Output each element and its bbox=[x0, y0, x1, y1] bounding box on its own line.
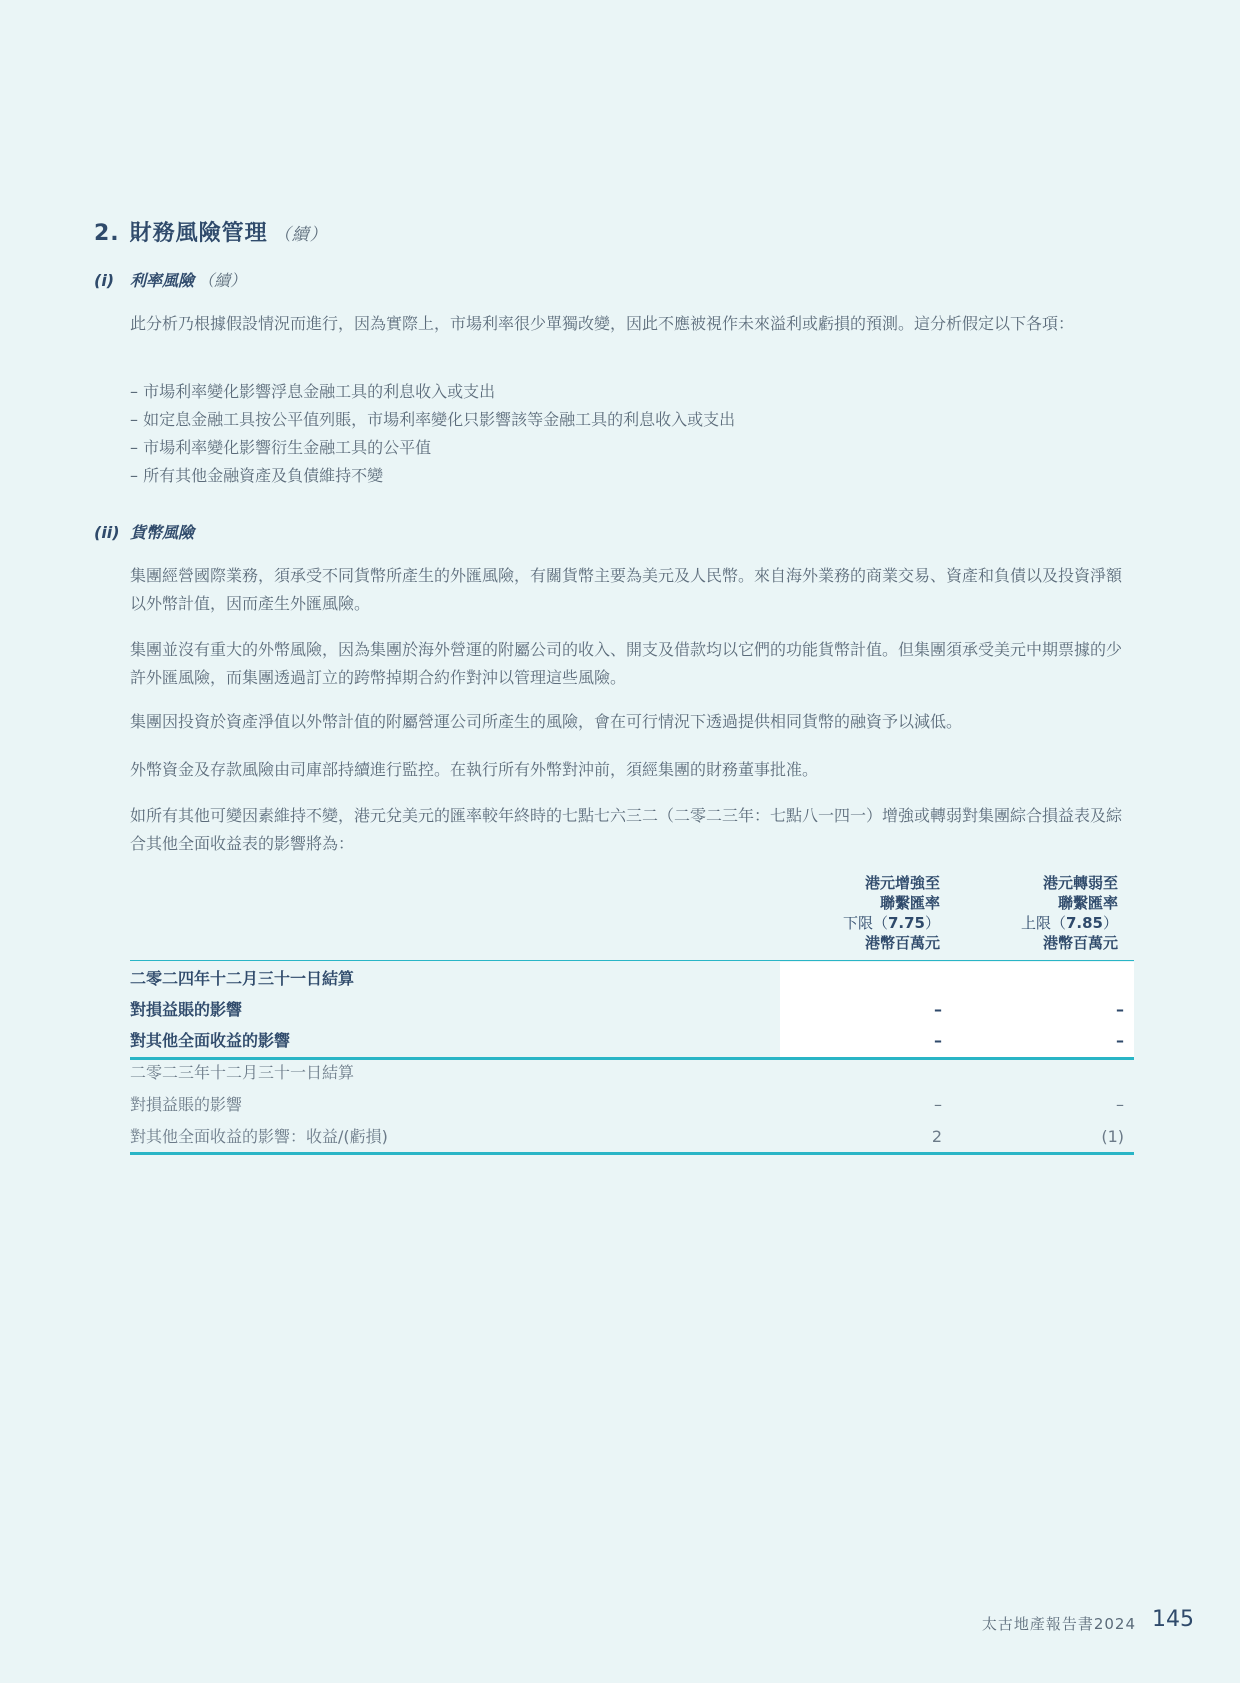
header-divider bbox=[130, 960, 1134, 961]
row-label: 對其他全面收益的影響 bbox=[130, 1031, 291, 1050]
section-continued: （續） bbox=[273, 225, 328, 245]
subheading-title: 貨幣風險 bbox=[130, 523, 195, 542]
section-number: 2. bbox=[94, 221, 120, 246]
currency-paragraph-4: 外幣資金及存款風險由司庫部持續進行監控。在執行所有外幣對沖前，須經集團的財務董事批准。 bbox=[130, 760, 819, 779]
list-item: – 所有其他金融資產及負債維持不變 bbox=[130, 462, 735, 490]
currency-paragraph-5: 如所有其他可變因素維持不變，港元兌美元的匯率較年終時的七點七六三二（二零二三年：七點八一四一）增強或轉弱對集團綜合損益表及綜合其他全面收益表的影響將為： bbox=[130, 806, 1123, 853]
row-label: 二零二三年十二月三十一日結算 bbox=[130, 1063, 355, 1082]
column-header-strengthen bbox=[780, 873, 940, 953]
list-item: – 市場利率變化影響衍生金融工具的公平值 bbox=[130, 434, 735, 462]
table-row bbox=[130, 1090, 1134, 1120]
header-text: 下限（ bbox=[842, 914, 888, 932]
header-text: ） bbox=[924, 914, 940, 932]
subheading-marker: (i) bbox=[94, 271, 115, 290]
cell-value: – bbox=[1116, 1095, 1124, 1114]
report-name: 太古地產報告書2024 bbox=[981, 1615, 1136, 1633]
row-label: 二零二四年十二月三十一日結算 bbox=[130, 969, 355, 988]
cell-value: – bbox=[1116, 1000, 1124, 1019]
header-line: 港元增強至 bbox=[864, 874, 940, 892]
header-text: 上限（ bbox=[1020, 914, 1066, 932]
cell-value: – bbox=[1116, 1031, 1124, 1050]
currency-paragraph-3: 集團因投資於資產淨值以外幣計值的附屬營運公司所產生的風險，會在可行情況下透過提供相同貨幣的融資予以減低。 bbox=[130, 712, 963, 731]
page-number: 145 bbox=[1152, 1607, 1194, 1632]
assumption-list bbox=[130, 378, 735, 490]
cell-value: (1) bbox=[1101, 1127, 1124, 1146]
row-label: 對損益賬的影響 bbox=[130, 1095, 243, 1114]
section-title: 財務風險管理 bbox=[129, 221, 268, 246]
table-row bbox=[130, 1058, 1134, 1088]
table-row bbox=[130, 995, 1134, 1025]
header-rate: 7.75 bbox=[887, 914, 925, 932]
subheading-marker: (ii) bbox=[94, 523, 120, 542]
header-text: ） bbox=[1102, 914, 1118, 932]
subheading-continued: （續） bbox=[198, 271, 247, 290]
cell-value: 2 bbox=[931, 1127, 942, 1146]
cell-value: – bbox=[934, 1031, 942, 1050]
table-bottom-rule bbox=[130, 1152, 1134, 1155]
row-label: 對損益賬的影響 bbox=[130, 1000, 243, 1019]
header-line: 聯繫匯率 bbox=[1057, 894, 1118, 912]
table-row bbox=[130, 964, 1134, 994]
column-header-weaken bbox=[958, 873, 1118, 953]
table-row bbox=[130, 1026, 1134, 1056]
list-item: – 市場利率變化影響浮息金融工具的利息收入或支出 bbox=[130, 378, 735, 406]
currency-paragraph-1: 集團經營國際業務，須承受不同貨幣所產生的外匯風險，有關貨幣主要為美元及人民幣。來自海外業務的商業交易、資產和負債以及投資淨額以外幣計值，因而產生外匯風險。 bbox=[130, 566, 1123, 613]
interest-paragraph: 此分析乃根據假設情況而進行，因為實際上，市場利率很少單獨改變，因此不應被視作未來溢利或虧損的預測。這分析假定以下各項： bbox=[130, 314, 1075, 333]
table-row bbox=[130, 1122, 1134, 1152]
subheading-interest-risk bbox=[94, 268, 246, 291]
header-rate: 7.85 bbox=[1065, 914, 1103, 932]
list-item: – 如定息金融工具按公平值列賬，市場利率變化只影響該等金融工具的利息收入或支出 bbox=[130, 406, 735, 434]
cell-value: – bbox=[934, 1095, 942, 1114]
header-line: 港元轉弱至 bbox=[1042, 874, 1118, 892]
row-label: 對其他全面收益的影響：收益/(虧損) bbox=[130, 1127, 388, 1146]
currency-paragraph-2: 集團並沒有重大的外幣風險，因為集團於海外營運的附屬公司的收入、開支及借款均以它們的功能貨幣計值。但集團須承受美元中期票據的少許外匯風險，而集團透過訂立的跨幣掉期合約作對沖以管理這些風險。 bbox=[130, 640, 1123, 687]
cell-value: – bbox=[934, 1000, 942, 1019]
header-line: 聯繫匯率 bbox=[879, 894, 940, 912]
section-heading bbox=[94, 216, 328, 247]
header-line: 港幣百萬元 bbox=[1042, 934, 1118, 952]
header-line: 港幣百萬元 bbox=[864, 934, 940, 952]
subheading-currency-risk bbox=[94, 520, 194, 543]
subheading-title: 利率風險 bbox=[130, 271, 195, 290]
